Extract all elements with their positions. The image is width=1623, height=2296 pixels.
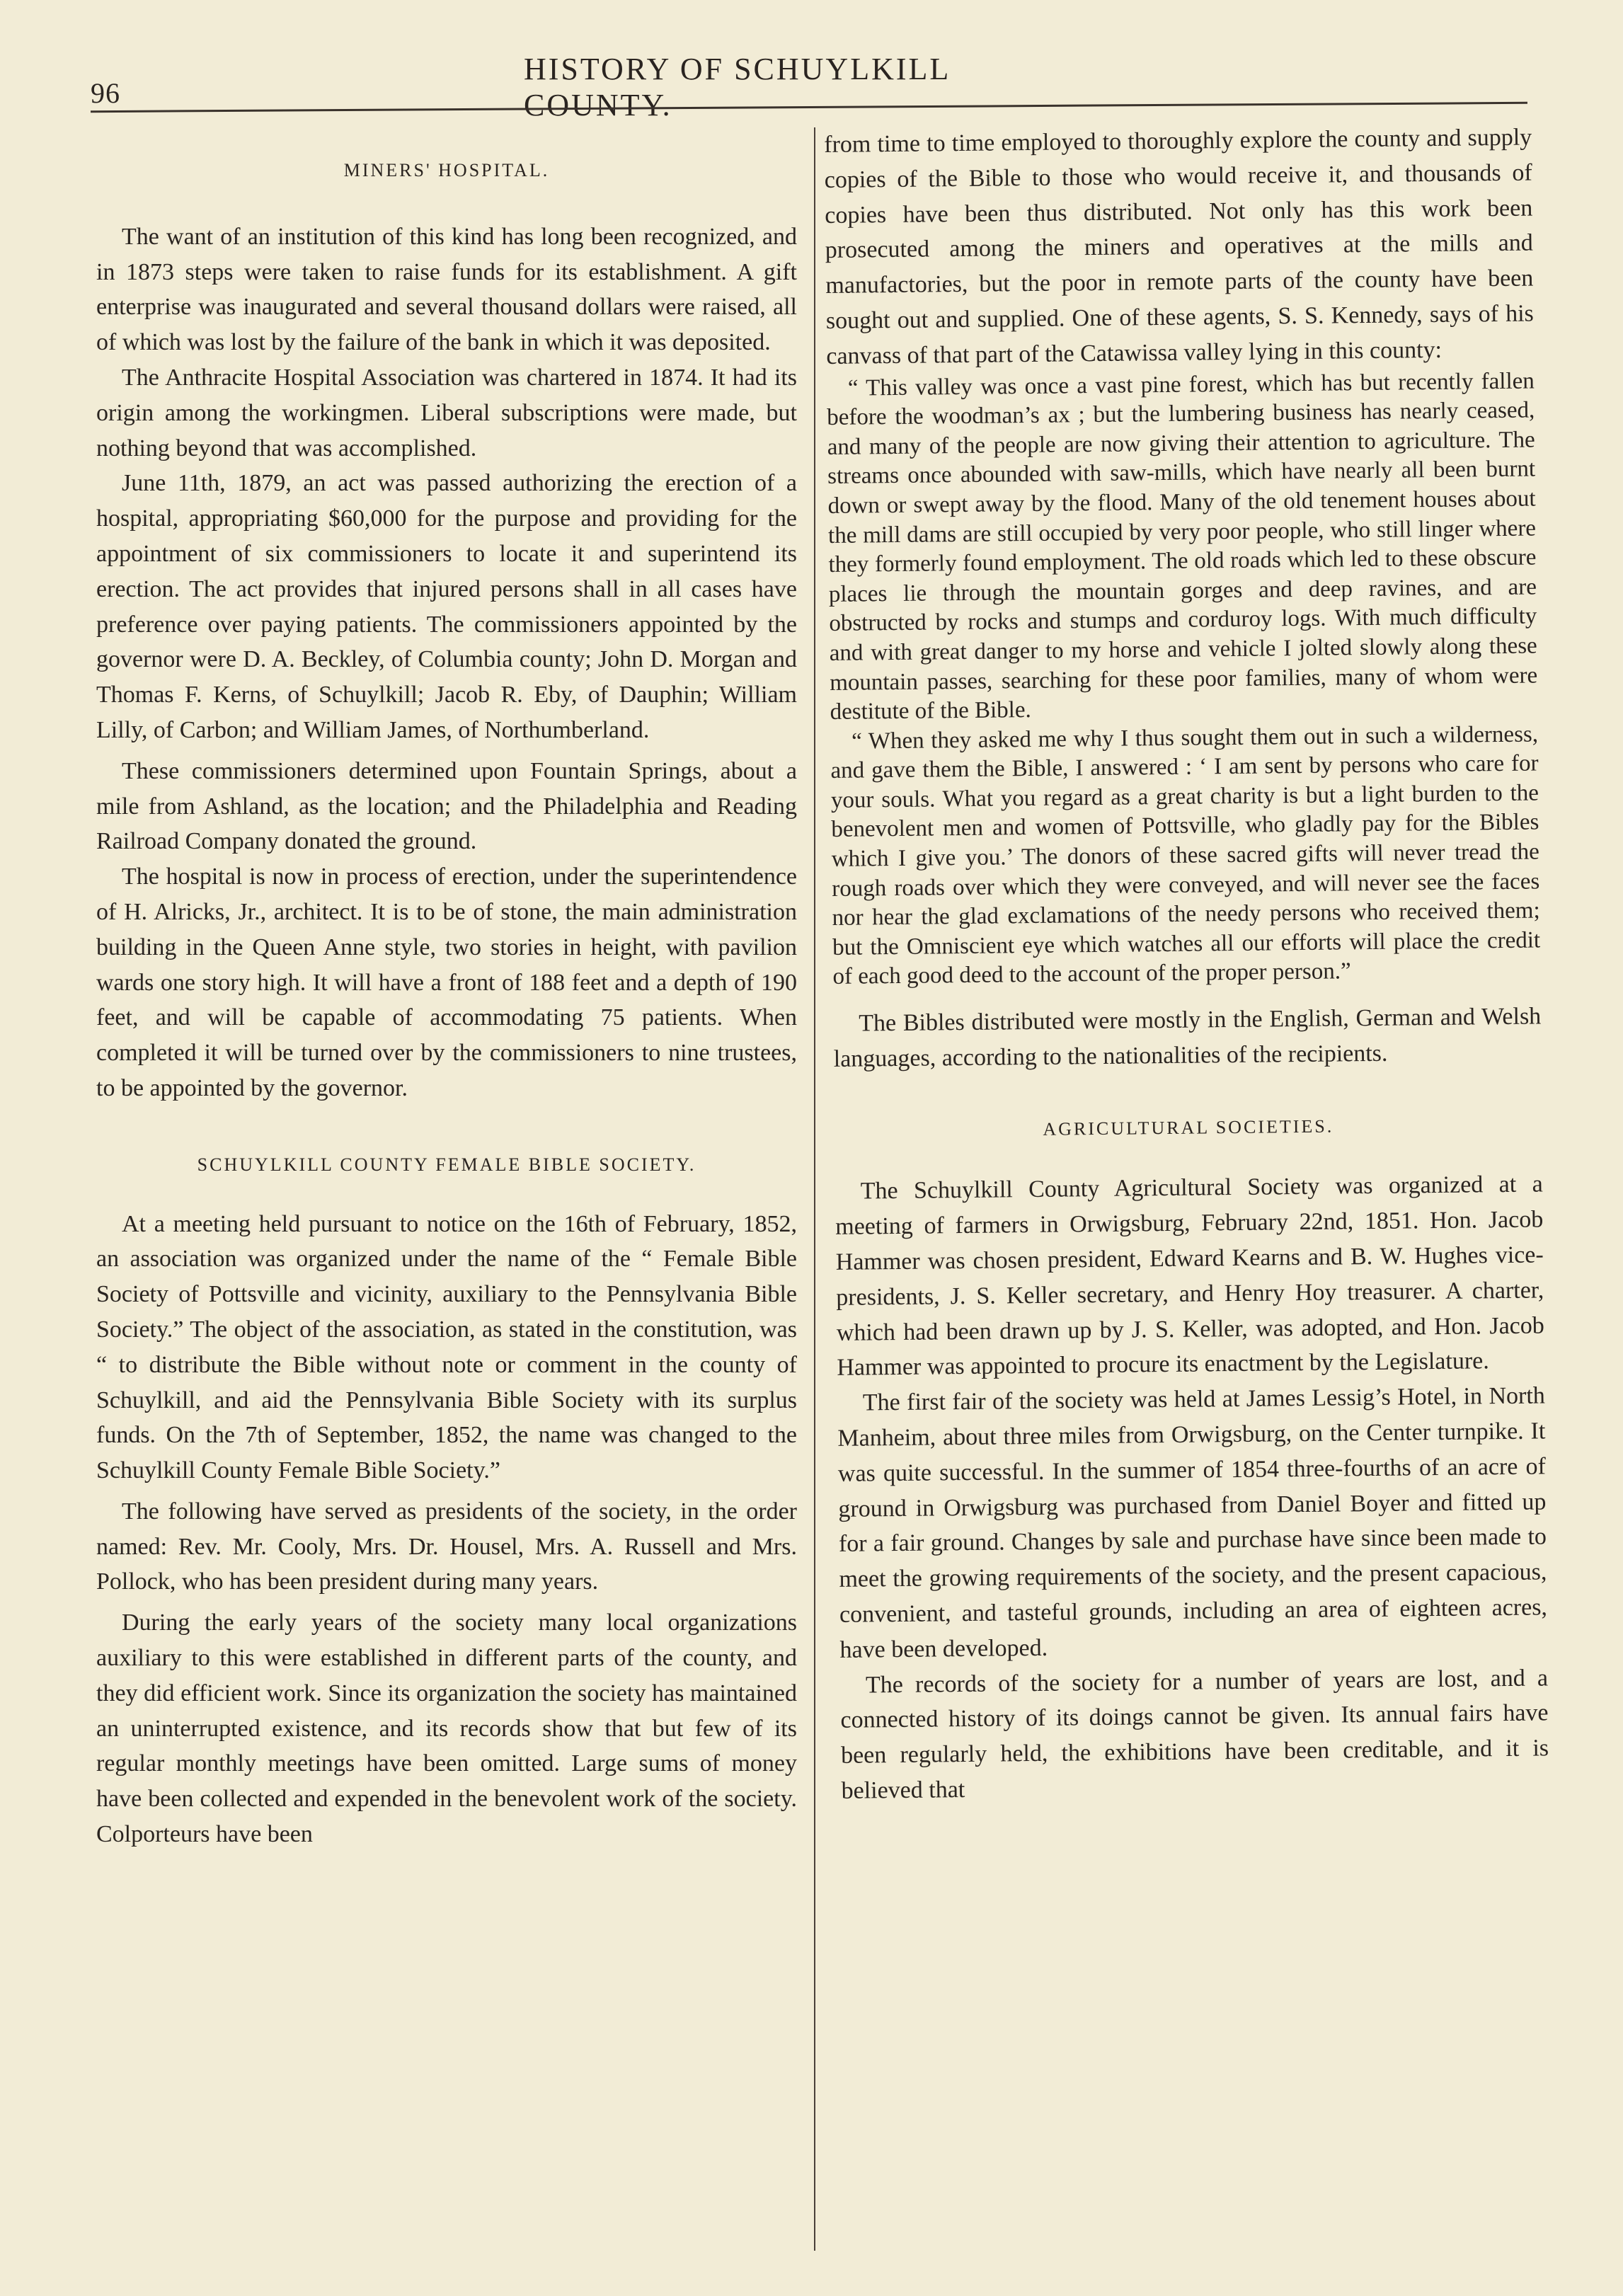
paragraph: The want of an institution of this kind has long been recognized, and in 1873 steps were taken to raise funds for its establishment. A gift enterprise was inaugurated and several thousand dollars were raised, all of which was lost by the failure of the bank in which it was deposited. bbox=[96, 223, 797, 356]
block-quote: “ This valley was once a vast pine forest, which has but recently fallen before the woodman’s ax ; but the lumbering business has nearly ceased, and many of the people are now giving their attention to agriculture. The streams once abounded with saw-mills, which have nearly all been burnt down or swept away by the flood. Many of the old tenement houses about the mill dams are still occupied by very poor people, who still linger where they formerly found employment. The old roads which led to these obscure places lie through the mountain gorges and deep ravines, and are obstructed by rocks and stumps and corduroy logs. With much difficulty and with great danger to my horse and vehicle I jolted slowly along these mountain passes, searching for these poor families, many of whom were destitute of the Bible. bbox=[827, 368, 1538, 725]
paragraph: During the early years of the society many local organizations auxiliary to this were established in different parts of the county, and they did efficient work. Since its organization the society has maintained an uninterrupted existence, and its records show that but few of its regular monthly meetings have been omitted. Large sums of money have been collected and expended in the benevolent work of the society. Colporteurs have been bbox=[96, 1609, 797, 1848]
block-quote: “ When they asked me why I thus sought them out in such a wilderness, and gave them the Bible, I answered : ‘ I am sent by persons who care for your souls. What you regard as a great charity is but a light burden to the benevolent men and women of Pottsville, who gladly pay for the Bibles which I give you.’ The donors of these sacred gifts will never tread the rough roads over which they were conveyed, and will never see the faces nor hear the glad exclamations of the needy persons who received them; but the Omniscient eye which watches all our efforts will place the credit of each good deed to the account of the proper person.” bbox=[830, 721, 1541, 990]
column-divider bbox=[814, 127, 815, 2251]
paragraph: The first fair of the society was held at James Lessig’s Hotel, in North Manheim, about three miles from Orwigsburg, on the Center turnpike. It was quite successful. In the summer of 1854 three-fourths of an acre of ground in Orwigsburg was purchased from Daniel Boyer and fitted up for a fair ground. Changes by sale and purchase have since been made to meet the growing requirements of the society, and the present capacious, convenient, and tasteful grounds, including an area of eighteen acres, have been developed. bbox=[837, 1382, 1548, 1663]
paragraph: The Anthracite Hospital Association was chartered in 1874. It had its origin among the workingmen. Liberal subscriptions were made, but nothing beyond that was accomplished. bbox=[96, 364, 797, 461]
section-heading-female-bible-society: SCHUYLKILL COUNTY FEMALE BIBLE SOCIETY. bbox=[197, 1154, 696, 1175]
paragraph: The hospital is now in process of erection, under the superintendence of H. Alricks, Jr., architect. It is to be of stone, the main administration building in the Queen Anne style, two stories in height, with pavilion wards one story high. It will have a front of 188 feet and a depth of 190 feet, and will be capable of accommodating 75 patients. When completed it will be turned over by the commissioners to nine trustees, to be appointed by the governor. bbox=[96, 863, 797, 1101]
paragraph: These commissioners determined upon Fountain Springs, about a mile from Ashland, as the location; and the Philadelphia and Reading Railroad Company donated the ground. bbox=[96, 757, 797, 855]
paragraph: The records of the society for a number of years are lost, and a connected history of its doings cannot be given. Its annual fairs have been regularly held, the exhibitions have been creditable, and it is believed that bbox=[840, 1665, 1549, 1804]
paragraph: The Bibles distributed were mostly in the English, German and Welsh languages, according to the nationalities of the recipients. bbox=[833, 1003, 1542, 1072]
section-heading-agricultural-societies: AGRICULTURAL SOCIETIES. bbox=[1043, 1115, 1334, 1140]
page-number: 96 bbox=[91, 77, 120, 109]
running-title: HISTORY OF SCHUYLKILL COUNTY. bbox=[524, 52, 950, 122]
left-column bbox=[96, 127, 797, 1852]
paragraph: June 11th, 1879, an act was passed authorizing the erection of a hospital, appropriating $60,000 for the purpose and providing for the appointment of six commissioners to locate it and superintend its erection. The act provides that injured persons shall in all cases have preference over paying patients. The commissioners appointed by the governor were D. A. Beckley, of Columbia county; John D. Morgan and Thomas F. Kerns, of Schuylkill; Jacob R. Eby, of Dauphin; William Lilly, of Carbon; and William James, of Northumberland. bbox=[96, 470, 797, 743]
right-column bbox=[824, 120, 1549, 1809]
paragraph: At a meeting held pursuant to notice on the 16th of February, 1852, an association was organized under the name of the “ Female Bible Society of Pottsville and vicinity, auxiliary to the Pennsylvania Bible Society.” The object of the association, as stated in the constitution, was “ to distribute the Bible without note or comment in the county of Schuylkill, and aid the Pennsylvania Bible Society with its surplus funds. On the 7th of September, 1852, the name was changed to the Schuylkill County Female Bible Society.” bbox=[96, 1210, 797, 1484]
paragraph: The following have served as presidents of the society, in the order named: Rev. Mr. Cooly, Mrs. Dr. Housel, Mrs. A. Russell and Mrs. Pollock, who has been president during many years. bbox=[96, 1498, 797, 1595]
section-heading-miners-hospital: MINERS' HOSPITAL. bbox=[343, 160, 550, 180]
paragraph-continuation: from time to time employed to thoroughly explore the county and supply copies of the Bible to those who would receive it, and thousands of copies have been thus distributed. Not only has this work been prosecuted among the miners and operatives at the mills and manufactories, but the poor in remote parts of the county have been sought out and supplied. One of these agents, S. S. Kennedy, says of his canvass of that part of the Catawissa valley lying in this county: bbox=[824, 124, 1535, 369]
paragraph: The Schuylkill County Agricultural Society was organized at a meeting of farmers in Orwigsburg, February 22nd, 1851. Hon. Jacob Hammer was chosen president, Edward Kearns and B. W. Hughes vice-presidents, J. S. Keller secretary, and Henry Hoy treasurer. A charter, which had been drawn up by J. S. Keller, was adopted, and Hon. Jacob Hammer was appointed to procure its enactment by the Legislature. bbox=[835, 1171, 1544, 1382]
